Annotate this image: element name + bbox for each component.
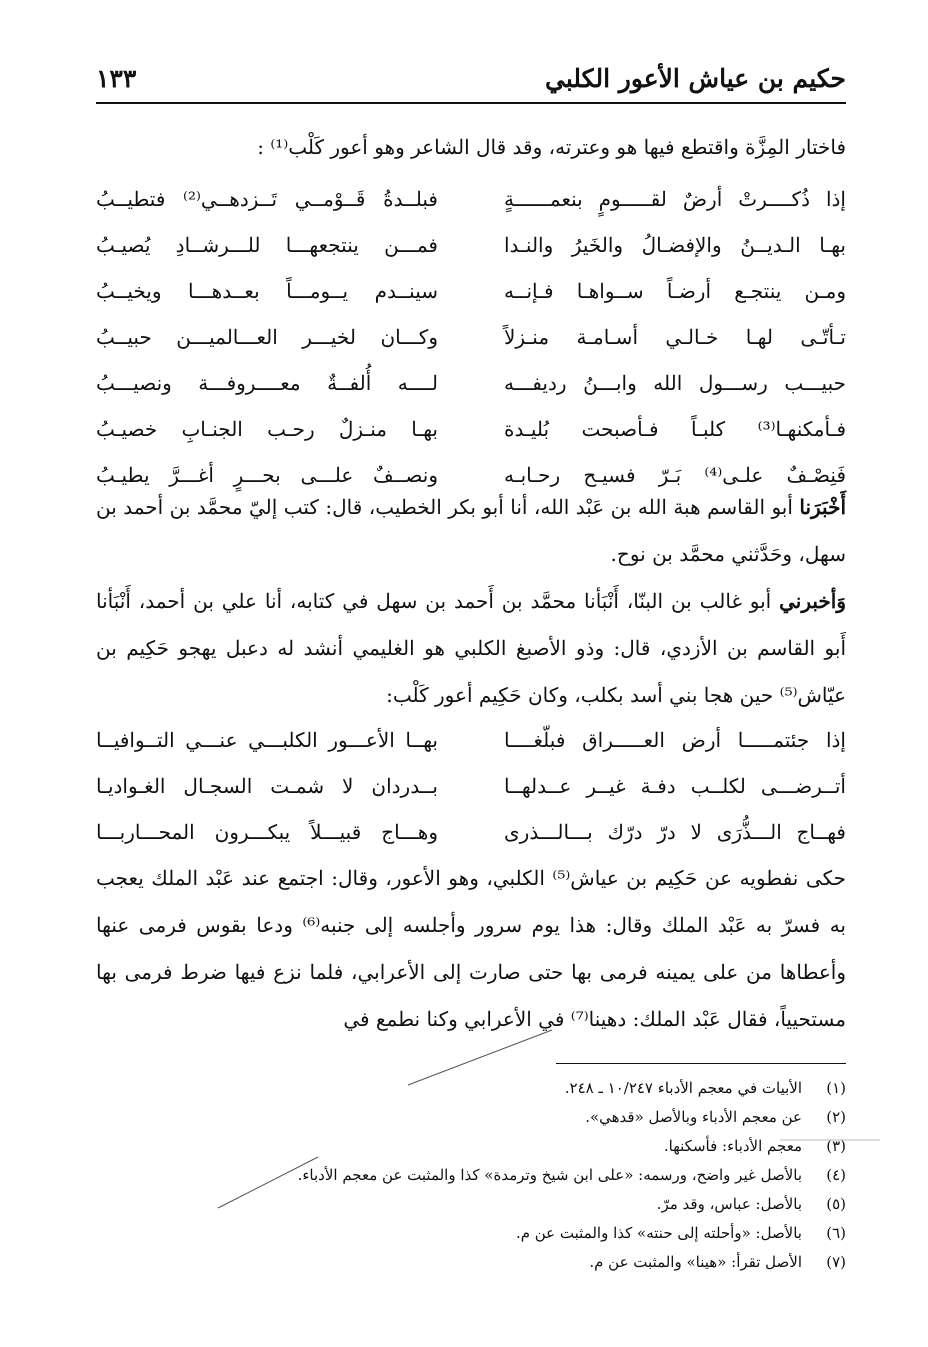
verse-second-hemistich: وهـــاج قبيـــلاً يبكـــرون المحـــاربـــا bbox=[96, 820, 438, 844]
footnote-number: (٥) bbox=[826, 1195, 846, 1213]
footnote-number: (٤) bbox=[826, 1166, 846, 1184]
verse-second-hemistich: بهــا الأعـــور الكلبـــي عنـــي التــوافيــا bbox=[96, 728, 438, 752]
footnote-text: بالأصل غير واضح، ورسمه: «على ابن شيخ وترمدة» كذا والمثبت عن معجم الأدباء. bbox=[297, 1166, 802, 1184]
footnote-text: بالأصل: «وأحلته إلى حنته» كذا والمثبت عن م. bbox=[515, 1224, 802, 1242]
footnote-text: الأصل تقرأ: «هينا» والمثبت عن م. bbox=[589, 1253, 802, 1271]
footnote-number: (١) bbox=[826, 1079, 846, 1097]
footnote-text: معجم الأدباء: فأسكنها. bbox=[663, 1137, 802, 1155]
verse-first-hemistich: حبيـــب رســـول الله وابـــنُ رديفـــه bbox=[504, 371, 846, 395]
anecdote-paragraph: حكى نفطويه عن حَكِيم بن عياش⁽⁵⁾ الكلبي، وهو الأعور، وقال: اجتمع عند عَبْد الملك يعجب به فسرّ به عَبْد الملك وقال: هذا يوم سرور وأجلسه إلى جنبه⁽⁶⁾ ودعا بقوس فرمى عنها وأعطاها من على يمينه فرمى بها حتى صارت إلى الأعرابي، فلما نزع فيها ضرط فرمى بها مستحيياً، فقال عَبْد الملك: دهينا⁽⁷⁾ في الأعرابي وكنا نطمع في bbox=[96, 866, 846, 1031]
isnad-text: أبو القاسم هبة الله بن عَبْد الله، أنا أبو بكر الخطيب، قال: كتب إليّ محمَّد بن أحمد بن سهل، وحَدَّثني محمَّد بن نوح. bbox=[96, 495, 846, 566]
isnad-lead-word: أَخْبَرَنا bbox=[799, 495, 846, 519]
verse-second-hemistich: بــدردان لا شمـت السجـال الغـواديـا bbox=[96, 774, 438, 798]
verse-first-hemistich: فَنِصْـفٌ علـى⁽⁴⁾ بَـرّ فسيـح رحـابـه bbox=[504, 463, 846, 487]
verse-second-hemistich: بهـا منـزلٌ رحـب الجنـابِ خصيـبُ bbox=[96, 417, 438, 441]
intro-paragraph: فاختار المِزَّة واقتطع فيها هو وعترته، وقد قال الشاعر وهو أعور كَلْب⁽¹⁾ : bbox=[257, 135, 846, 159]
footnote-number: (٦) bbox=[826, 1224, 846, 1242]
verse-first-hemistich: إذا ذُكــــرتْ أرضٌ لقـــــومٍ بنعمــــــةٍ bbox=[504, 187, 846, 211]
footnote-number: (٣) bbox=[826, 1137, 846, 1155]
verse-second-hemistich: سينــدم يــومـــاً بعــدهـــا ويخيــبُ bbox=[96, 279, 438, 303]
verse-second-hemistich: وكـــان لخيـــر العـــالميـــن حبيــبُ bbox=[96, 325, 438, 349]
verse-first-hemistich: إذا جئتمـــــا أرض العـــــراق فبلّغــــا bbox=[504, 728, 846, 752]
isnad-lead-word: وَأخبرني bbox=[779, 589, 846, 613]
verse-second-hemistich: ونصــفٌ علـــى بحـــرٍ أغـــرَّ يطيـبُ bbox=[96, 463, 438, 487]
footnote-text: بالأصل: عباس، وقد مرّ. bbox=[656, 1195, 802, 1213]
isnad-text: أبو غالب بن البنّا، أَنْبَأنا محمَّد بن أَحمد بن سهل في كتابه، أنا علي بن أحمد، أَنْبَأنا أَبو القاسم بن الأزدي، قال: وذو الأصبغ الكلبي هو الغليمي أنشد له دعبل يهجو حَكِيم بن عيّاش⁽⁵⁾ حين هجا بني أسد بكلب، وكان حَكِيم أعور كَلْب: bbox=[96, 589, 846, 707]
verse-first-hemistich: فهــاج الـــذُّرَى لا درّ درّك بـــالـــذرى bbox=[504, 820, 846, 844]
verse-second-hemistich: فبلــدةُ قَــوْمــي تَــزدهــي⁽²⁾ فتطيــبُ bbox=[96, 187, 438, 211]
footnote-number: (٧) bbox=[826, 1253, 846, 1271]
verse-first-hemistich: تـأتّـى لهـا خـالـي أسـامـة منـزلاً bbox=[504, 325, 846, 349]
verse-first-hemistich: بهـا الـديــنُ والإفضـالُ والخَيرُ والنـدا bbox=[504, 233, 846, 257]
pencil-stroke bbox=[218, 1157, 318, 1208]
verse-second-hemistich: لــــه أُلفــةٌ معــــروفـــة ونصيـــبُ bbox=[96, 371, 438, 395]
running-title: حكيم بن عياش الأعور الكلبي bbox=[545, 64, 846, 93]
footnote-number: (٢) bbox=[826, 1108, 846, 1126]
pencil-stroke bbox=[408, 1030, 552, 1085]
verse-second-hemistich: فمـــن ينتجعهـــا للـــرشــادِ يُصيـبُ bbox=[96, 233, 438, 257]
footnote-text: عن معجم الأدباء وبالأصل «قدهي». bbox=[585, 1108, 802, 1126]
verse-first-hemistich: فـأمكنهـا⁽³⁾ كلبـاً فـأصبحت بُليـدة bbox=[504, 417, 846, 441]
verse-first-hemistich: أتــرضـــى لكلــب دفـة غيــر عــدلهــا bbox=[504, 774, 846, 798]
verse-first-hemistich: ومـن ينتجـع أرضـاً ســواهـا فـإنــه bbox=[504, 279, 846, 303]
footnote-text: الأبيات في معجم الأدباء ١٠/٢٤٧ ـ ٢٤٨. bbox=[564, 1079, 802, 1097]
page-number: ١٣٣ bbox=[96, 64, 137, 93]
